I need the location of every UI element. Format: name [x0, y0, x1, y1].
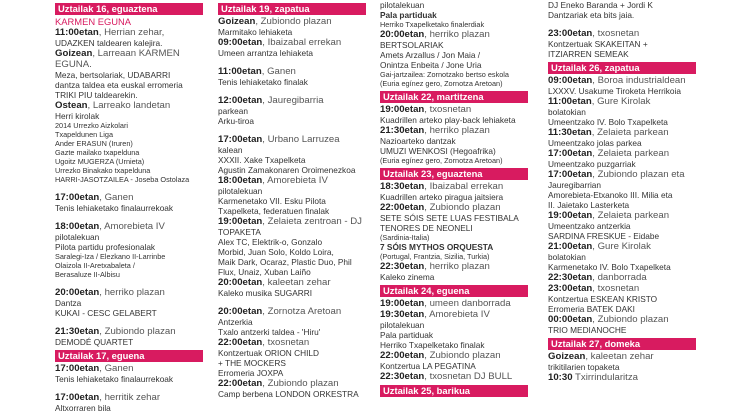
event-entry	[548, 272, 696, 283]
event-time: Goizean	[548, 351, 586, 362]
event-description: Kontzertuak SKAKEITAN +	[548, 39, 648, 49]
event-place: , Zubiondo plazan	[255, 16, 332, 27]
event-place: , Gure Kirolak	[591, 96, 651, 107]
event-note: (Sardinia-Italia)	[380, 233, 430, 242]
event-description: Tenis lehiaketako finalaurrekoak	[55, 374, 174, 384]
event-description: Alex TC, Elektrik-o, Gonzalo	[218, 237, 323, 247]
event-time: 18:00etan	[55, 221, 100, 232]
event-time-line	[548, 28, 696, 39]
event-time: 19:00etan	[548, 210, 593, 221]
event-description: Agustin Zamakonaren Oroimenezkoa	[218, 165, 356, 175]
event-time: 18:30etan	[380, 181, 425, 192]
event-time-line	[55, 27, 203, 38]
event-entry	[218, 66, 366, 87]
event-description: Kuadrillen arteko piragua jaitsiera	[380, 192, 504, 202]
event-description: Kaleko zinema	[380, 272, 435, 282]
event-description: BERTSOLARIAK	[380, 40, 444, 50]
event-time-line	[380, 202, 528, 213]
event-description: Tenis lehiaketako finalaurrekoak	[55, 203, 174, 213]
event-time-line	[380, 125, 528, 136]
event-time: 22:30etan	[380, 371, 425, 382]
event-place: , Zelaieta parkean	[592, 148, 670, 159]
event-description: UDAZKEN taldearen kalejira.	[55, 38, 163, 48]
event-description: pilotalekuan	[380, 320, 425, 330]
event-description: Kontzertuak ORION CHILD	[218, 348, 319, 358]
event-place: Txirrindularitza	[572, 372, 638, 383]
spacer	[218, 58, 366, 66]
event-entry	[218, 378, 366, 399]
event-place: , Amorebieta IV	[99, 221, 165, 232]
event-description: LXXXV. Usakume Tiroketa Herrikoia	[548, 86, 681, 96]
event-description: SETE SÓIS SETE LUAS FESTIBALA	[380, 213, 519, 223]
event-time-line	[218, 216, 366, 227]
event-entry	[380, 104, 528, 125]
program-column-2	[218, 0, 366, 413]
event-time-line	[548, 241, 696, 252]
event-time-line	[548, 75, 696, 86]
event-entry	[218, 216, 366, 277]
event-place: , Herrian zehar,	[98, 27, 165, 38]
event-description: dantza taldea eta euskal erromeria	[55, 80, 183, 90]
day-highlight: KARMEN EGUNA	[55, 16, 132, 27]
event-entry	[218, 95, 366, 126]
event-entry	[218, 16, 366, 37]
event-description: Txalo antzerki taldea - 'Hiru'	[218, 327, 321, 337]
event-time: 19:00etan	[218, 216, 263, 227]
event-time: 00:00etan	[548, 314, 593, 325]
event-description: Kuadrillen arteko play-back lehiaketa	[380, 115, 516, 125]
event-entry	[548, 169, 696, 210]
event-time-line	[218, 95, 366, 106]
event-place: , herriko plazan	[424, 29, 490, 40]
event-place: , Zelaieta zentroan - DJ	[262, 216, 362, 227]
event-description: TOPAKETA	[218, 227, 261, 237]
event-time-line	[380, 309, 528, 320]
event-line: Pala partiduak	[380, 10, 437, 20]
event-place: , Amorebieta IV	[262, 175, 328, 186]
event-time: 11:00etan	[548, 96, 592, 107]
event-time-line	[218, 306, 366, 317]
event-description: Nazioarteko dantzak	[380, 136, 456, 146]
date-header: Uztailak 17, eguena	[55, 350, 203, 362]
event-description: kalean	[218, 145, 243, 155]
event-time-line	[55, 287, 203, 298]
event-entry	[55, 326, 203, 347]
event-description: Maik Dark, Ocaraz, Plastic Duo, Phil	[218, 257, 352, 267]
event-description: Karmenetako VII. Esku Pilota	[218, 196, 326, 206]
event-note: Gai-jartzailea: Zornotzako bertso eskola	[380, 70, 509, 79]
event-notes	[55, 252, 203, 279]
event-place: , Zelaieta parkean	[592, 210, 670, 221]
event-entry	[218, 134, 366, 175]
event-entry	[55, 221, 203, 252]
event-time-line	[218, 337, 366, 348]
event-time: 21:30etan	[380, 125, 425, 136]
event-time: 20:00etan	[55, 287, 100, 298]
event-entry	[380, 309, 528, 350]
event-description: Txapelketa, federatuen finalak	[218, 206, 330, 216]
event-line: 7 SÓIS MYTHOS ORQUESTA	[380, 242, 494, 252]
event-entry	[218, 306, 366, 337]
spacer	[55, 184, 203, 192]
event-time-line	[55, 363, 203, 374]
event-entry	[548, 127, 696, 148]
event-line: DJ Eneko Baranda + Jordi K	[548, 0, 653, 10]
event-time: Goizean	[55, 48, 93, 59]
event-place: , txosnetan	[592, 283, 640, 294]
event-time: 11:00etan	[218, 66, 262, 77]
event-description: XXXII. Xake Txapelketa	[218, 155, 306, 165]
event-time: 09:00etan	[548, 75, 593, 86]
event-time-line	[380, 181, 528, 192]
event-line: Dantzariak eta bits jaia.	[548, 10, 635, 20]
event-time-line	[218, 175, 366, 186]
event-entry	[548, 75, 696, 96]
event-description: Altxorraren bila	[55, 403, 111, 413]
event-place: , umeen danborrada	[424, 298, 511, 309]
event-description: Arku-tiroa	[218, 116, 254, 126]
event-place: , txosnetan	[592, 28, 640, 39]
date-header: Uztailak 24, eguena	[380, 285, 528, 297]
event-time: 23:00etan	[548, 283, 593, 294]
event-place: , Zubiondo plazan	[592, 314, 669, 325]
event-time-line	[548, 272, 696, 283]
event-description: UMUZI WENKOSI (Hegoafrika)	[380, 146, 496, 156]
event-entry	[380, 371, 528, 382]
spacer	[548, 20, 696, 28]
event-place: , herriko plazan	[424, 125, 490, 136]
event-time: 20:00etan	[218, 306, 263, 317]
event-place: , Amorebieta IV	[424, 309, 490, 320]
event-time-line	[548, 210, 696, 221]
event-description: Tenis lehiaketako finalak	[218, 77, 308, 87]
event-time-line	[55, 48, 203, 70]
program-column-3	[380, 0, 528, 413]
event-note: Berasaluze II-Albisu	[55, 270, 120, 279]
event-entry	[55, 48, 203, 100]
event-entry	[380, 350, 528, 371]
event-place: , herriko plazan	[99, 287, 165, 298]
event-note: Txapeldunen Liga	[55, 130, 114, 139]
event-place: , txosnetan DJ BULL	[424, 371, 513, 382]
date-header: Uztailak 27, domeka	[548, 338, 696, 350]
event-place: , Zubiondo plazan	[424, 350, 501, 361]
event-entry	[548, 210, 696, 241]
event-entry	[380, 202, 528, 233]
event-time-line	[218, 378, 366, 389]
event-line: pilotalekuan	[380, 0, 425, 10]
event-note: 2014 Urrezko Aizkolari	[55, 121, 129, 130]
date-header: Uztailak 16, eguaztena	[55, 3, 203, 15]
event-time: 17:00etan	[55, 392, 100, 403]
event-place: , Ganen	[261, 66, 296, 77]
event-time: 17:00etan	[548, 148, 593, 159]
event-note: Ander ERASUN (Iruren)	[55, 139, 133, 148]
date-header: Uztailak 26, zapatua	[548, 62, 696, 74]
spacer	[218, 126, 366, 134]
event-note: Olaizola II-Aretxabaleta /	[55, 261, 135, 270]
event-time-line	[548, 372, 696, 383]
event-entry	[548, 96, 696, 127]
event-place: , Boroa industrialdean	[592, 75, 686, 86]
event-description: TENORES DE NEONELI	[380, 223, 473, 233]
event-note: Gazte mailako txapelduna	[55, 148, 140, 157]
event-place: , Ganen	[99, 192, 134, 203]
event-time-line	[55, 326, 203, 337]
event-entry	[548, 283, 696, 314]
event-time-line	[218, 66, 366, 77]
event-time-line	[380, 29, 528, 40]
event-description: Marmitako lehiaketa	[218, 27, 293, 37]
event-description: trikitilarien topaketa	[548, 362, 620, 372]
event-description: Pala partiduak	[380, 330, 434, 340]
event-time: 11:00etan	[55, 27, 99, 38]
event-time-line	[380, 104, 528, 115]
event-description: pilotalekuan	[55, 232, 100, 242]
event-time: 19:00etan	[380, 104, 425, 115]
event-description: II. Jaietako Lasterketa	[548, 200, 630, 210]
event-time: 22:30etan	[380, 261, 425, 272]
event-time-line	[380, 298, 528, 309]
date-header: Uztailak 23, eguaztena	[380, 168, 528, 180]
event-time-line	[218, 37, 366, 48]
event-entry	[218, 175, 366, 216]
event-description: Kontzertua ESKEAN KRISTO	[548, 294, 658, 304]
event-description: Amorebieta-Etxanoko III. Milia eta	[548, 190, 673, 200]
event-time-line	[218, 277, 366, 288]
event-description: Erromeria JOXPA	[218, 368, 284, 378]
event-time-line	[548, 96, 696, 107]
event-time: 10:30	[548, 372, 573, 383]
event-description: pilotalekuan	[218, 186, 263, 196]
program-column-4	[548, 0, 696, 413]
event-description: bolatokian	[548, 107, 586, 117]
event-description: TRIO MEDIANOCHE	[548, 325, 627, 335]
event-place: , Zelaieta parkean	[591, 127, 669, 138]
event-place: , herritik zehar	[99, 392, 161, 403]
event-entry	[548, 28, 696, 59]
event-entry	[548, 241, 696, 272]
event-place: , Zubiondo plazan	[424, 202, 501, 213]
event-description: Umeen arrantza lehiaketa	[218, 48, 314, 58]
event-place: , Zubiondo plazan	[262, 378, 339, 389]
event-time-line	[548, 351, 696, 362]
event-time: 17:00etan	[55, 363, 100, 374]
event-time-line	[218, 16, 366, 27]
event-entry	[218, 337, 366, 378]
program-column-1	[55, 0, 203, 413]
event-note: (Portugal, Frantzia, Sizilia, Turkia)	[380, 252, 490, 261]
event-description: Jauregibarrian	[548, 180, 602, 190]
event-description: Antzerkia	[218, 317, 253, 327]
event-time: 17:00etan	[548, 169, 593, 180]
event-description: TRIKI PIU taldearekin.	[55, 90, 138, 100]
event-time: 22:00etan	[218, 337, 263, 348]
event-place: , Larreako landetan	[87, 100, 171, 111]
event-place: , Zubiondo plazan	[99, 326, 176, 337]
event-entry	[218, 277, 366, 298]
event-entry	[218, 37, 366, 58]
event-time-line	[55, 221, 203, 232]
event-description: Umeentzako puzgarriak	[548, 159, 636, 169]
event-time: 23:00etan	[548, 28, 593, 39]
event-description: parkean	[218, 106, 248, 116]
spacer	[55, 384, 203, 392]
event-place: , Zubiondo plazan eta	[592, 169, 685, 180]
event-time: 22:00etan	[380, 202, 425, 213]
event-description: Herriko Txapelketako finalak	[380, 340, 485, 350]
event-time-line	[548, 314, 696, 325]
event-time-line	[548, 148, 696, 159]
event-time: 11:30etan	[548, 127, 592, 138]
event-place: , herriko plazan	[424, 261, 490, 272]
event-place: , Ganen	[99, 363, 134, 374]
event-note: Saralegi-Iza / Elezkano II-Larrinbe	[55, 252, 166, 261]
event-description: Meza, bertsolariak, UDABARRI	[55, 70, 171, 80]
event-description: ITZIARREN SEMEAK	[548, 49, 629, 59]
spacer	[218, 298, 366, 306]
date-header: Uztailak 22, martitzena	[380, 91, 528, 103]
event-time-line	[548, 283, 696, 294]
event-description: Onintza Enbeita / Jone Uria	[380, 60, 482, 70]
event-time: 22:30etan	[548, 272, 593, 283]
event-entry	[55, 100, 203, 121]
event-place: , txosnetan	[424, 104, 472, 115]
event-time: 21:30etan	[55, 326, 100, 337]
event-description: Karmenetako IV. Bolo Txapelketa	[548, 262, 671, 272]
event-entry	[55, 363, 203, 384]
event-time-line	[55, 392, 203, 403]
event-place: , kaleetan zehar	[585, 351, 654, 362]
event-description: bolatokian	[548, 252, 586, 262]
event-description: Flux, Unaiz, Xuban Laiño	[218, 267, 311, 277]
event-entry	[548, 314, 696, 335]
event-description: DEMODÉ QUARTET	[55, 337, 134, 347]
event-entry	[55, 287, 203, 318]
event-time-line	[380, 371, 528, 382]
event-time: 21:00etan	[548, 241, 593, 252]
event-description: Erromeria BATEK DAKI	[548, 304, 635, 314]
event-description: Dantza	[55, 298, 82, 308]
event-place: , Larreaan KARMEN EGUNA.	[55, 48, 180, 70]
event-description: Umeentzako IV. Bolo Txapelketa	[548, 117, 668, 127]
event-entry	[55, 392, 203, 413]
event-note: (Euria egínez gero, Zornotza Aretoan)	[380, 156, 503, 165]
event-entry	[380, 181, 528, 202]
event-place: , danborrada	[592, 272, 647, 283]
event-time: Goizean	[218, 16, 256, 27]
event-entry	[380, 125, 528, 156]
event-place: , Urbano Larruzea	[262, 134, 340, 145]
spacer	[55, 318, 203, 326]
event-time-line	[218, 134, 366, 145]
event-entry	[380, 261, 528, 282]
event-description: Umeentzako antzerkia	[548, 221, 631, 231]
event-time: 22:00etan	[218, 378, 263, 389]
event-time: 22:00etan	[380, 350, 425, 361]
event-place: , Gure Kirolak	[592, 241, 651, 252]
event-place: , Zornotza Aretoan	[262, 306, 342, 317]
event-time-line	[380, 350, 528, 361]
event-time: 20:00etan	[380, 29, 425, 40]
event-time: Ostean	[55, 100, 88, 111]
event-time: 17:00etan	[218, 134, 263, 145]
event-time-line	[55, 192, 203, 203]
event-description: Morbid, Juan Solo, Koldo Loira,	[218, 247, 334, 257]
event-description: Pilota partidu profesionalak	[55, 242, 156, 252]
event-time: 19:30etan	[380, 309, 425, 320]
event-entry	[380, 298, 528, 309]
event-entry	[548, 351, 696, 372]
event-description: Kontzertua LA PEGATINA	[380, 361, 476, 371]
event-note: Herriko Txapelketako finalerdiak	[380, 20, 485, 29]
event-place: , Jauregibarria	[262, 95, 324, 106]
event-time: 19:00etan	[380, 298, 425, 309]
event-description: SARDINA FRESKUE - Eidabe	[548, 231, 660, 241]
event-time: 18:00etan	[218, 175, 263, 186]
event-time-line	[380, 261, 528, 272]
event-place: , Ibaizabal errekan	[424, 181, 504, 192]
event-time: 17:00etan	[55, 192, 100, 203]
event-time-line	[55, 100, 203, 111]
event-note: HARRI-JASOTZAILEA - Joseba Ostolaza	[55, 175, 190, 184]
event-notes	[380, 156, 528, 165]
spacer	[55, 213, 203, 221]
event-description: Umeentzako jolas parkea	[548, 138, 642, 148]
event-description: KUKAI - CESC GELABERT	[55, 308, 157, 318]
event-entry	[55, 27, 203, 48]
event-entry	[548, 372, 696, 383]
event-description: Amets Arzallus / Jon Maia /	[380, 50, 481, 60]
event-notes	[55, 121, 203, 184]
event-place: , txosnetan	[262, 337, 310, 348]
spacer	[55, 279, 203, 287]
spacer	[218, 87, 366, 95]
event-place: , kaleetan zehar	[262, 277, 331, 288]
event-time: 09:00etan	[218, 37, 263, 48]
event-entry	[55, 192, 203, 213]
event-description: + THE MOCKERS	[218, 358, 286, 368]
event-description: Kaleko musika SUGARRI	[218, 288, 313, 298]
event-note: Ugoitz MUGERZA (Urnieta)	[55, 157, 145, 166]
event-entry	[380, 29, 528, 70]
event-time-line	[548, 127, 696, 138]
event-description: Camp berbena LONDON ORKESTRA	[218, 389, 359, 399]
event-notes	[380, 70, 528, 88]
date-header: Uztailak 19, zapatua	[218, 3, 366, 15]
event-note: Urrezko Binakako txapelduna	[55, 166, 151, 175]
event-entry	[548, 148, 696, 169]
event-time: 20:00etan	[218, 277, 263, 288]
event-description: Herri kirolak	[55, 111, 100, 121]
event-note: (Euria egínez gero, Zornotza Aretoan)	[380, 79, 503, 88]
event-time-line	[548, 169, 696, 180]
date-header: Uztailak 25, barikua	[380, 385, 528, 397]
event-place: , Ibaizabal errekan	[262, 37, 342, 48]
event-time: 12:00etan	[218, 95, 263, 106]
